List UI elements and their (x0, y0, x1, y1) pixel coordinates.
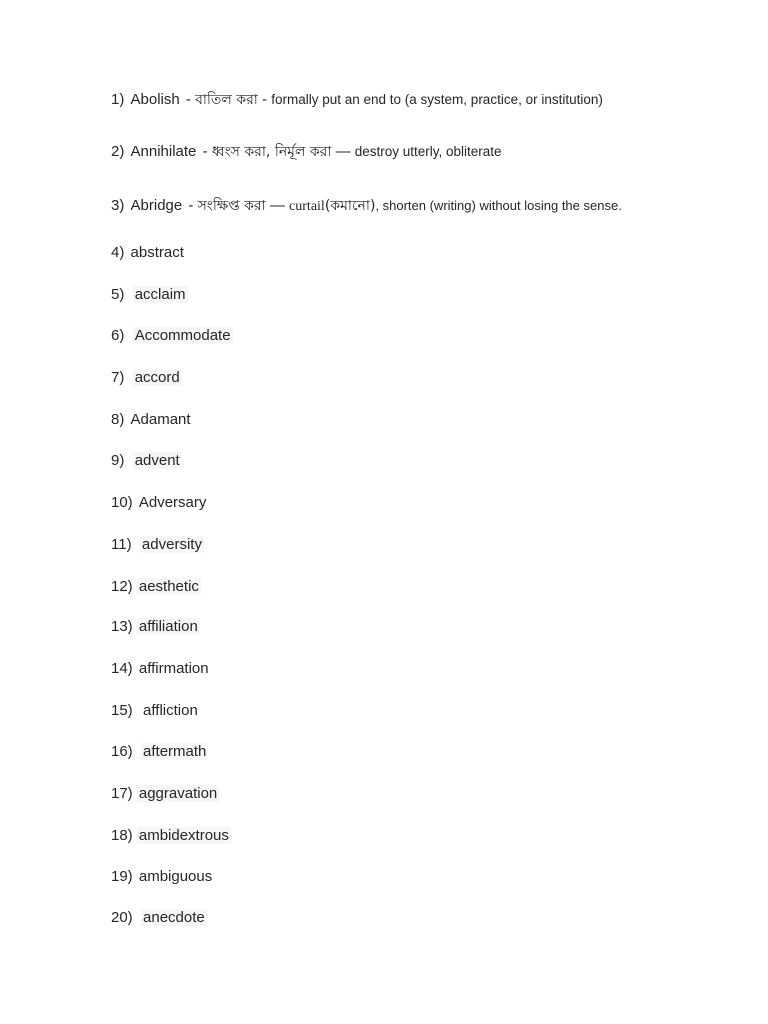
item-number: 18) (111, 827, 133, 844)
vocab-word: adversity (141, 536, 202, 553)
separator: - (198, 143, 212, 160)
list-item (111, 368, 182, 388)
list-item (111, 577, 201, 597)
separator: - (181, 91, 196, 108)
separator: — (331, 143, 355, 160)
vocab-word: Accommodate (134, 327, 231, 344)
separator: - (257, 91, 272, 108)
vocab-word: affirmation (138, 660, 209, 677)
list-item (111, 285, 188, 305)
english-definition: , shorten (writing) without losing the sense. (375, 198, 622, 213)
item-number: 8) (111, 411, 125, 428)
vocab-word: acclaim (134, 286, 186, 303)
list-item (111, 243, 186, 263)
item-number: 12) (111, 578, 133, 595)
item-number: 1) (111, 91, 125, 108)
vocab-word: advent (134, 452, 180, 469)
list-item (111, 196, 622, 217)
separator: — (265, 197, 290, 214)
list-item (111, 784, 219, 804)
vocab-word: Annihilate (130, 143, 197, 160)
item-number: 14) (111, 660, 133, 677)
list-item (111, 826, 231, 846)
list-item (111, 701, 200, 721)
bengali-meaning: বাতিল করা (195, 92, 258, 108)
vocab-word: accord (134, 369, 180, 386)
vocab-word: ambidextrous (138, 827, 229, 844)
vocab-word: Abolish (130, 91, 180, 108)
list-item (111, 908, 207, 928)
item-number: 9) (111, 452, 125, 469)
list-item (111, 659, 211, 679)
item-number: 19) (111, 868, 133, 885)
item-number: 13) (111, 618, 133, 635)
vocab-word: ambiguous (138, 868, 213, 885)
item-number: 16) (111, 743, 133, 760)
vocab-word: affiliation (138, 618, 198, 635)
item-number: 17) (111, 785, 133, 802)
list-item (111, 867, 214, 887)
item-number: 4) (111, 244, 125, 261)
list-item (111, 535, 204, 555)
item-number: 2) (111, 143, 125, 160)
item-number: 6) (111, 327, 125, 344)
bengali-synonym-meaning: (কমানো) (324, 198, 376, 214)
bengali-meaning: সংক্ষিপ্ত করা (197, 198, 266, 214)
separator: - (184, 197, 198, 214)
list-item (111, 326, 233, 346)
item-number: 20) (111, 909, 133, 926)
vocab-word: abstract (130, 244, 184, 261)
vocab-word: Adversary (138, 494, 207, 511)
english-definition: formally put an end to (a system, practice, or institution) (271, 92, 603, 107)
vocab-word: aesthetic (138, 578, 199, 595)
english-definition: destroy utterly, obliterate (354, 144, 502, 159)
item-number: 7) (111, 369, 125, 386)
bengali-meaning: ধ্বংস করা, নির্মূল করা (211, 144, 332, 160)
vocab-word: Adamant (130, 411, 191, 428)
list-item (111, 742, 208, 762)
english-synonym: curtail (289, 199, 325, 214)
item-number: 15) (111, 702, 133, 719)
vocab-word: affliction (143, 702, 198, 719)
vocab-word: Abridge (130, 197, 183, 214)
item-number: 3) (111, 197, 125, 214)
list-item (111, 90, 603, 110)
vocab-word: aftermath (143, 743, 207, 760)
vocab-word: anecdote (143, 909, 205, 926)
list-item (111, 617, 200, 637)
list-item (111, 142, 502, 162)
list-item (111, 451, 182, 471)
item-number: 5) (111, 286, 125, 303)
list-item (111, 493, 208, 513)
list-item (111, 410, 193, 430)
item-number: 11) (111, 536, 132, 553)
item-number: 10) (111, 494, 133, 511)
vocab-word: aggravation (138, 785, 218, 802)
